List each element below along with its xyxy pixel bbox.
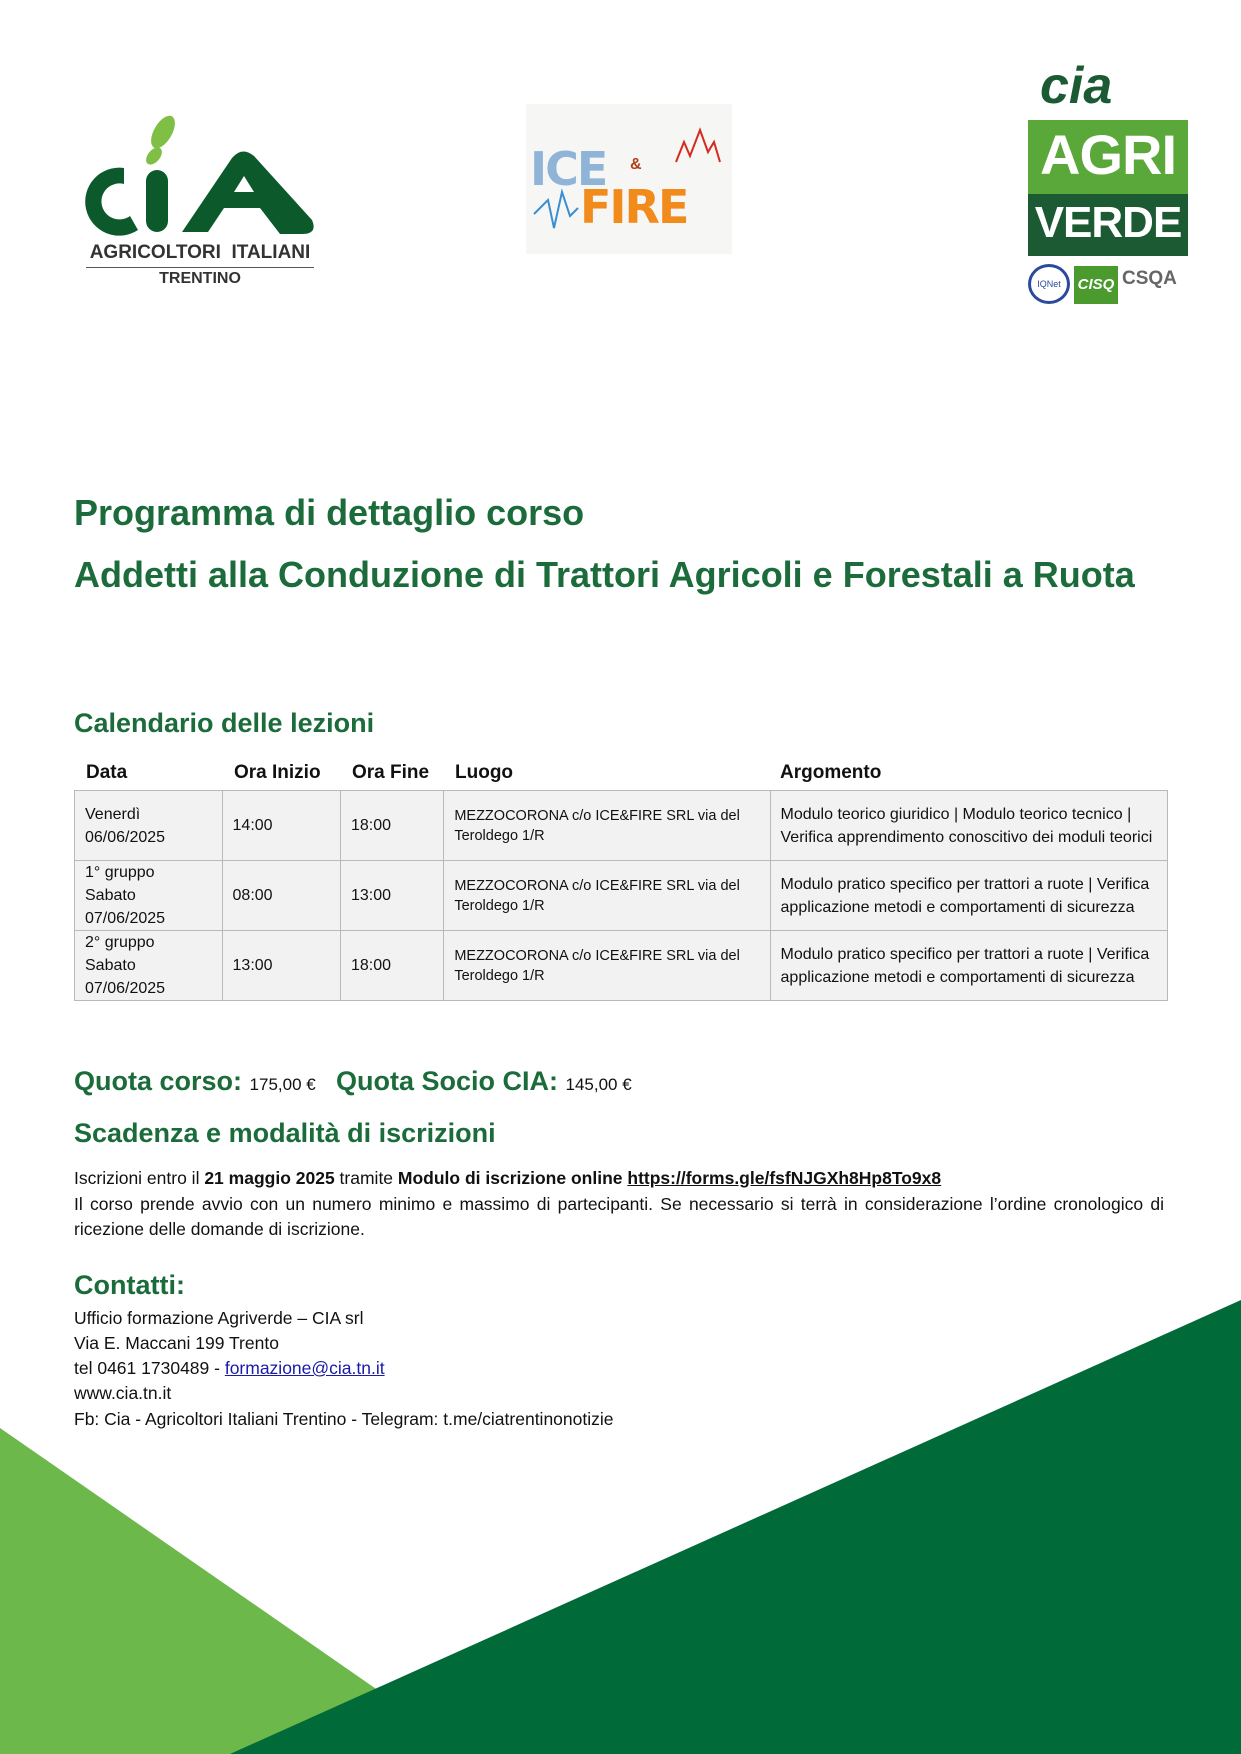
cell-ora-inizio: 14:00 xyxy=(222,791,340,861)
registration-form-link[interactable]: https://forms.gle/fsfNJGXh8Hp8To9x8 xyxy=(627,1168,942,1188)
cell-ora-fine: 13:00 xyxy=(340,861,443,931)
cell-argomento: Modulo pratico specifico per trattori a ruote | Verifica applicazione metodi e comportamenti di sicurezza xyxy=(770,861,1167,931)
quota-socio xyxy=(336,1066,632,1097)
col-header-ora-inizio: Ora Inizio xyxy=(234,762,321,783)
contatti-heading: Contatti: xyxy=(74,1270,185,1300)
cia-agricoltori-logo xyxy=(84,108,316,294)
cell-argomento: Modulo teorico giuridico | Modulo teorico tecnico | Verifica apprendimento conoscitivo dei moduli teorici xyxy=(770,791,1167,861)
ampersand-text: & xyxy=(630,156,642,173)
cell-data: 1° gruppo Sabato 07/06/2025 xyxy=(75,861,223,931)
cell-ora-fine: 18:00 xyxy=(340,931,443,1001)
cisq-cert-badge: CISQ xyxy=(1074,266,1118,304)
email-link[interactable]: formazione@cia.tn.it xyxy=(224,1358,385,1378)
quota-corso xyxy=(74,1066,316,1097)
contatti-tel: tel 0461 1730489 - formazione@cia.tn.it xyxy=(74,1358,385,1378)
contatti-address: Via E. Maccani 199 Trento xyxy=(74,1333,279,1353)
agriverde-agri: AGRI xyxy=(1040,123,1176,186)
deadline-date: 21 maggio 2025 xyxy=(204,1168,335,1188)
fire-text: FIRE xyxy=(580,180,688,234)
quota-socio-value: 145,00 € xyxy=(565,1075,632,1094)
contatti-web[interactable]: www.cia.tn.it xyxy=(74,1383,172,1403)
cia-logo-line2: TRENTINO xyxy=(159,270,241,287)
quota-corso-value: 175,00 € xyxy=(249,1075,316,1094)
lesson-calendar-table xyxy=(74,790,1168,1001)
agriverde-cia-mark: cia xyxy=(1040,57,1113,115)
iscrizioni-line: Iscrizioni entro il 21 maggio 2025 tramite Modulo di iscrizione online https://forms.gle/fsfNJGXh8Hp8To9x8 xyxy=(74,1168,942,1188)
cell-ora-fine: 18:00 xyxy=(340,791,443,861)
quota-socio-label: Quota Socio CIA: xyxy=(336,1066,558,1096)
cell-ora-inizio: 08:00 xyxy=(222,861,340,931)
calendar-heading: Calendario delle lezioni xyxy=(74,708,375,738)
col-header-argomento: Argomento xyxy=(780,762,882,783)
cia-logo-line1: AGRICOLTORI ITALIANI xyxy=(86,242,314,268)
csqa-cert-badge: CSQA xyxy=(1122,268,1177,289)
cell-data: 2° gruppo Sabato 07/06/2025 xyxy=(75,931,223,1001)
iscrizioni-paragraph: Il corso prende avvio con un numero minimo e massimo di partecipanti. Se necessario si terrà in considerazione l’ordine cronologico di ricezione delle domande di iscrizione. xyxy=(74,1194,1164,1239)
iscrizioni-heading: Scadenza e modalità di iscrizioni xyxy=(74,1118,496,1148)
agriverde-logo xyxy=(1028,57,1188,312)
ice-text: ICE xyxy=(530,142,607,196)
agriverde-verde: VERDE xyxy=(1034,198,1182,247)
iqnet-cert-badge: IQNet xyxy=(1028,264,1070,304)
cell-ora-inizio: 13:00 xyxy=(222,931,340,1001)
page-title-line2: Addetti alla Conduzione di Trattori Agricoli e Forestali a Ruota xyxy=(74,554,1135,595)
col-header-data: Data xyxy=(86,762,128,783)
cell-luogo: MEZZOCORONA c/o ICE&FIRE SRL via del Teroldego 1/R xyxy=(444,861,770,931)
table-header xyxy=(74,760,1168,790)
modulo-label: Modulo di iscrizione online xyxy=(397,1168,623,1188)
col-header-ora-fine: Ora Fine xyxy=(352,762,430,783)
quota-corso-label: Quota corso: xyxy=(74,1066,243,1096)
cell-argomento: Modulo pratico specifico per trattori a ruote | Verifica applicazione metodi e comportamenti di sicurezza xyxy=(770,931,1167,1001)
contatti-social: Fb: Cia - Agricoltori Italiani Trentino - Telegram: t.me/ciatrentinonotizie xyxy=(74,1409,614,1429)
table-row xyxy=(75,931,1168,1001)
cell-luogo: MEZZOCORONA c/o ICE&FIRE SRL via del Teroldego 1/R xyxy=(444,791,770,861)
table-row xyxy=(75,791,1168,861)
ice-and-fire-logo xyxy=(526,104,732,254)
cell-data: Venerdì 06/06/2025 xyxy=(75,791,223,861)
col-header-luogo: Luogo xyxy=(455,762,514,783)
table-row xyxy=(75,861,1168,931)
page-title-line1: Programma di dettaglio corso xyxy=(74,492,585,533)
contatti-office: Ufficio formazione Agriverde – CIA srl xyxy=(74,1308,364,1328)
cell-luogo: MEZZOCORONA c/o ICE&FIRE SRL via del Teroldego 1/R xyxy=(444,931,770,1001)
